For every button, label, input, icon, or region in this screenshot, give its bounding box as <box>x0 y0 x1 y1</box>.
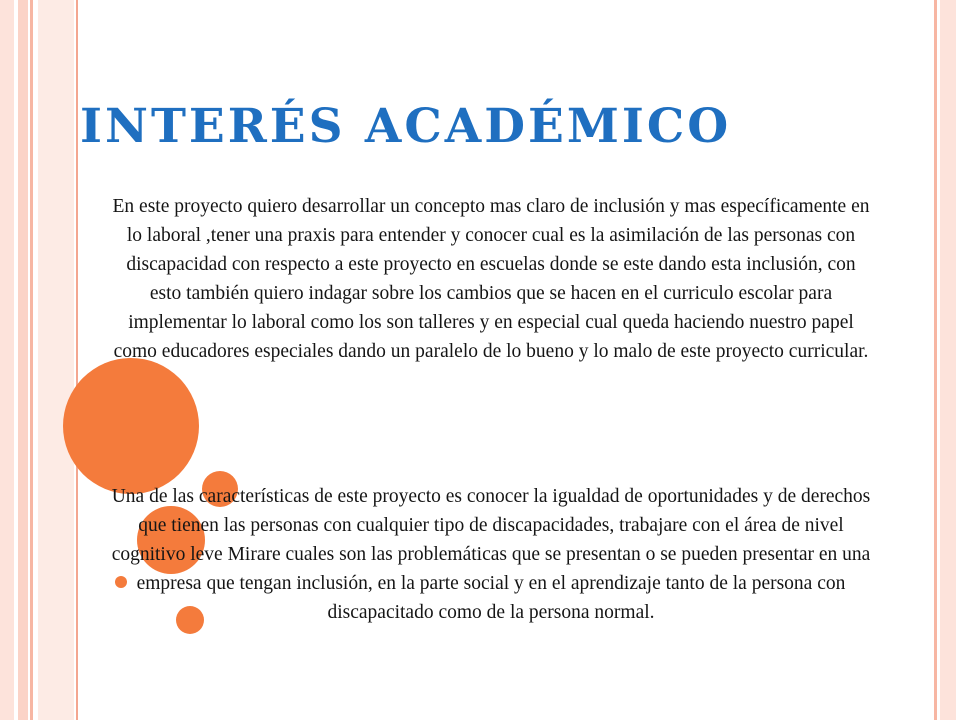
right-stripe <box>934 0 937 720</box>
left-stripe <box>0 0 14 720</box>
slide-title: INTERÉS ACADÉMICO <box>80 99 732 154</box>
left-stripe <box>38 0 74 720</box>
left-stripe <box>76 0 78 720</box>
left-stripe <box>30 0 33 720</box>
right-stripe <box>940 0 956 720</box>
decorative-circle-large <box>63 358 199 494</box>
left-stripe <box>18 0 28 720</box>
body-paragraph: Una de las características de este proyecto es conocer la igualdad de oportunidades y de derechos que tienen las personas con cualquier tipo de discapacidades, trabajare con el área de nivel cognitivo leve Mirare cuales son las problemáticas que se presentan o se pueden presentar en una empresa que tengan inclusión, en la parte social y en el aprendizaje tanto de la persona con discapacitado como de la persona normal. <box>111 486 871 623</box>
body-paragraph: En este proyecto quiero desarrollar un concepto mas claro de inclusión y mas específicamente en lo laboral ,tener una praxis para entender y conocer cual es la asimilación de las personas con discapacidad con respecto a este proyecto en escuelas donde se este dando esta inclusión, con esto también quiero indagar sobre los cambios que se hacen en el curriculo escolar para implementar lo laboral como los son talleres y en especial cual queda haciendo nuestro papel como educadores especiales dando un paralelo de lo bueno y lo malo de este proyecto curricular. <box>112 196 870 362</box>
